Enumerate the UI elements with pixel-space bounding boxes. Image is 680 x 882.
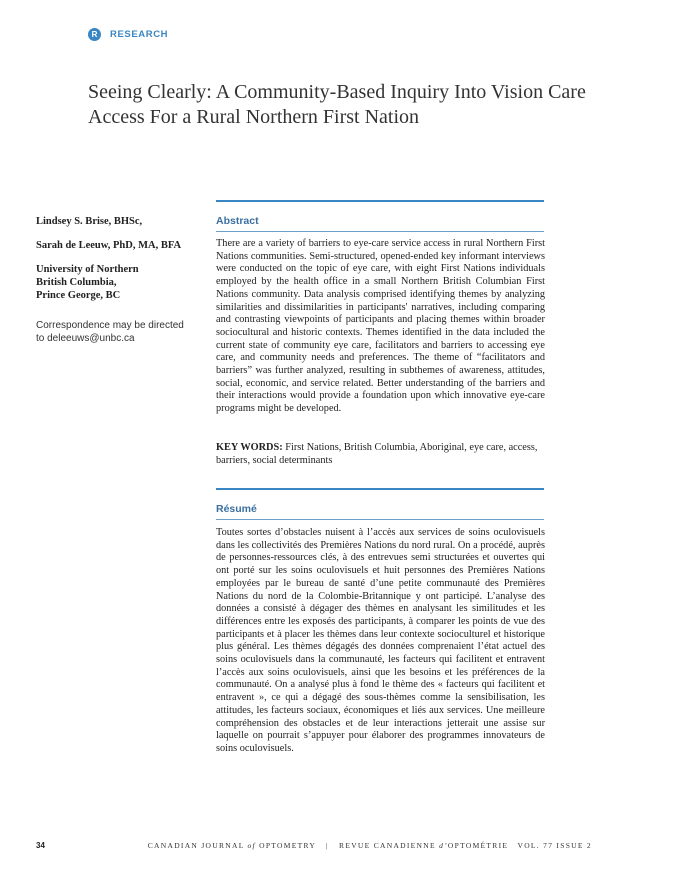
author-1: Lindsey S. Brise, BHSc, — [36, 216, 143, 227]
journal-fr-part-1: REVUE CANADIENNE — [339, 841, 436, 850]
journal-separator: | — [326, 841, 329, 850]
resume-top-rule — [216, 488, 544, 490]
keywords-text: First Nations, British Columbia, Aboriginal, eye care, access, barriers, social determinants — [216, 442, 538, 466]
journal-en-of: of — [247, 841, 256, 850]
resume-heading: Résumé — [216, 503, 257, 515]
journal-volume: VOL. 77 ISSUE 2 — [517, 841, 592, 850]
article-title: Seeing Clearly: A Community-Based Inquiry Into Vision Care Access For a Rural Northern First Nation — [88, 81, 586, 128]
abstract-text: There are a variety of barriers to eye-care service access in rural Northern First Nations communities. Semi-structured, opened-ended key informant interviews were conducted on the topic of eye care, with eight First Nations individuals employed by the health office in a small Northern British Columbian First Nations community. Data analysis comprised identifying themes by analyzing similarities and dissimilarities in participants' narratives, including comparing and contrasting viewpoints of participants and placing themes within broader sociocultural and historic contexts. Themes identified in the data included the current state of community eye care, facilitators and barriers to accessing eye care, and community needs and preferences. The theme of “facilitators and barriers” was further analyzed, resulting in subthemes of awareness, attitudes, social, economic, and service related. Better understanding of the barriers and their interactions would provide a foundation upon which innovative eye-care programs might be developed. — [216, 238, 545, 415]
correspondence-note — [36, 319, 206, 345]
journal-en-part-1: CANADIAN JOURNAL — [147, 841, 245, 850]
correspondence-line-1: Correspondence may be directed — [36, 320, 184, 331]
author-info — [36, 215, 206, 345]
affiliation-line-1: University of Northern — [36, 264, 139, 275]
page-footer — [36, 841, 592, 853]
affiliation — [36, 263, 206, 302]
affiliation-line-3: Prince George, BC — [36, 290, 121, 301]
author-2: Sarah de Leeuw, PhD, MA, BFA — [36, 240, 182, 251]
abstract-top-rule — [216, 200, 544, 202]
keywords-label: KEY WORDS: — [216, 442, 283, 453]
journal-name — [148, 841, 592, 850]
affiliation-line-2: British Columbia, — [36, 277, 117, 288]
section-tag — [88, 28, 168, 41]
keywords — [216, 442, 545, 467]
abstract-heading: Abstract — [216, 215, 259, 227]
abstract-heading-rule — [216, 231, 544, 232]
research-badge-icon: R — [88, 28, 101, 41]
page-number: 34 — [36, 841, 45, 850]
resume-heading-rule — [216, 519, 544, 520]
correspondence-email: to deleeuws@unbc.ca — [36, 333, 135, 344]
resume-text: Toutes sortes d’obstacles nuisent à l’accès aux services de soins oculovisuels dans les collectivités des Premières Nations du nord rural. On a procédé, auprès de personnes-ressources clés, à des entrevues semi structurées et ouvertes qui ont porté sur les soins oculovisuels et huit personnes des Premières Nations employées par le bureau de santé d’une petite communauté des Premières Nations du nord de la Colombie-Britannique y ont participé. L’analyse des données a consisté à dégager des thèmes en analysant les similitudes et les différences entre les exposés des participants, à comparer les points de vue des participants et à placer les thèmes dans leur contexte socioculturel et historique plus général. Les thèmes dégagés des données comprenaient l’état actuel des soins oculovisuels dans la communauté, les facteurs qui facilitent et entravent l’accès aux soins oculovisuels, ainsi que les besoins et les préférences de la communauté. On a analysé plus à fond le thème des « facteurs qui facilitent et entravent », ce qui a dégagé des sous-thèmes comme la sensibilisation, les attitudes, les facteurs sociaux, économiques et liés aux services. Une meilleure compréhension des obstacles et de leur interactions jetterait une assise sur laquelle on pourrait s’appuyer pour élaborer des programmes innovateurs de soins oculovisuels. — [216, 527, 545, 754]
journal-fr-d: d’ — [439, 841, 448, 850]
journal-en-part-2: OPTOMETRY — [259, 841, 316, 850]
section-tag-label: RESEARCH — [110, 29, 169, 40]
journal-fr-part-2: OPTOMÉTRIE — [447, 841, 509, 850]
